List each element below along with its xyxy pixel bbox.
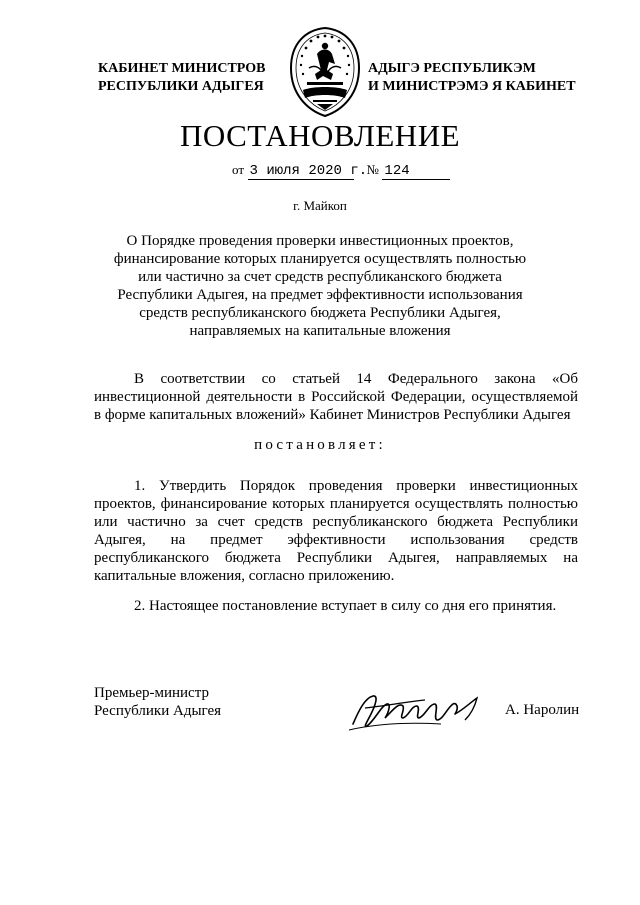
decree-item-1 [94, 477, 578, 585]
decree-item-text: 1. Утвердить Порядок проведения проверки инвестиционных проектов, финансирование которых планируется осуществлять полностью или частично за счет средств республиканского бюджета Республики Адыгея, на предмет эффективности использования средств республиканского бюджета Республики Адыгея, направляемых на капитальные вложения, согласно приложению. [94, 478, 578, 584]
header-right-line-2: И МИНИСТРЭМЭ Я КАБИНЕТ [368, 79, 576, 94]
decree-item-2 [94, 597, 578, 615]
handwritten-signature-icon [345, 680, 495, 740]
decree-word: постановляет: [254, 437, 386, 453]
date-value: 3 июля 2020 г. [249, 163, 368, 179]
number-field [382, 163, 450, 180]
subject-line: средств республиканского бюджета Республики Адыгея, [139, 305, 501, 321]
number-value: 124 [384, 163, 410, 179]
signatory-position [94, 684, 221, 720]
preamble-text: В соответствии со статьей 14 Федерального закона «Об инвестиционной деятельности в Российской Федерации, осуществляемой в форме капитальных вложений» Кабинет Министров Республики Адыгея [94, 371, 578, 423]
number-prefix: № [366, 162, 379, 177]
signatory-position-line: Республики Адыгея [94, 703, 222, 719]
signatory-name: А. Наролин [505, 702, 580, 718]
subject-line: финансирование которых планируется осуществлять полностью [113, 251, 527, 267]
city: г. Майкоп [293, 198, 347, 213]
document-subject [100, 232, 540, 340]
header-left-org [98, 60, 266, 96]
date-field [248, 163, 368, 180]
subject-line: или частично за счет средств республиканского бюджета [138, 269, 502, 285]
document-title: ПОСТАНОВЛЕНИЕ [179, 118, 461, 153]
decree-item-text: 2. Настоящее постановление вступает в силу со дня его принятия. [134, 598, 557, 614]
subject-line: О Порядке проведения проверки инвестиционных проектов, [126, 233, 514, 249]
header-right-org [368, 60, 576, 96]
header-right-line-1: АДЫГЭ РЕСПУБЛИКЭМ [368, 61, 536, 76]
subject-line: Республики Адыгея, на предмет эффективности использования [117, 287, 523, 303]
signatory-position-line: Премьер-министр [94, 685, 209, 701]
date-number-line [232, 162, 450, 180]
date-prefix: от [232, 162, 245, 177]
adygea-coat-of-arms-icon [287, 24, 363, 120]
header-left-line-2: РЕСПУБЛИКИ АДЫГЕЯ [98, 79, 264, 94]
subject-line: направляемых на капитальные вложения [189, 323, 451, 339]
preamble [94, 370, 578, 424]
header-left-line-1: КАБИНЕТ МИНИСТРОВ [98, 61, 266, 76]
